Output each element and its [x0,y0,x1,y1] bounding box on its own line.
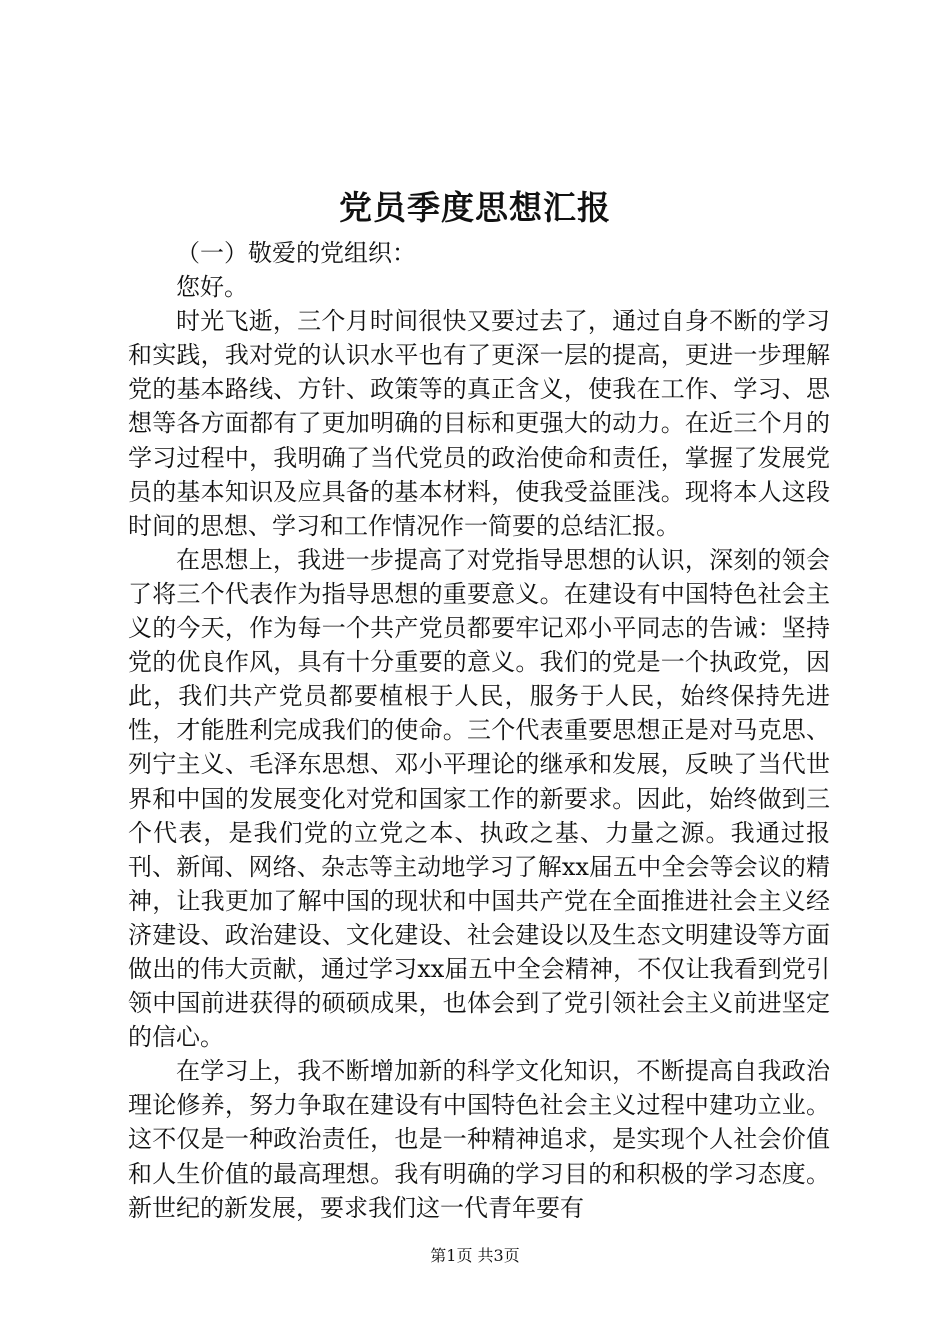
body-paragraph-thought: 在思想上，我进一步提高了对党指导思想的认识，深刻的领会了将三个代表作为指导思想的重要意义。在建设有中国特色社会主义的今天，作为每一个共产党员都要牢记邓小平同志的告诫：坚持党的优良作风，具有十分重要的意义。我们的党是一个执政党，因此，我们共产党员都要植根于人民，服务于人民，始终保持先进性，才能胜利完成我们的使命。三个代表重要思想正是对马克思、列宁主义、毛泽东思想、邓小平理论的继承和发展，反映了当代世界和中国的发展变化对党和国家工作的新要求。因此，始终做到三个代表，是我们党的立党之本、执政之基、力量之源。我通过报刊、新闻、网络、杂志等主动地学习了解xx届五中全会等会议的精神，让我更加了解中国的现状和中国共产党在全面推进社会主义经济建设、政治建设、文化建设、社会建设以及生态文明建设等方面做出的伟大贡献，通过学习xx届五中全会精神，不仅让我看到党引领中国前进获得的硕硕成果，也体会到了党引领社会主义前进坚定的信心。 [128,545,830,1052]
document-body [128,236,830,1225]
document-title: 党员季度思想汇报 [339,188,611,227]
salutation: （一）敬爱的党组织： [176,239,416,267]
page-footer: 第1页 共3页 [430,1246,520,1265]
body-paragraph-study: 在学习上，我不断增加新的科学文化知识，不断提高自我政治理论修养，努力争取在建设有中国特色社会主义过程中建功立业。这不仅是一种政治责任，也是一种精神追求，是实现个人社会价值和人生价值的最高理想。我有明确的学习目的和积极的学习态度。新世纪的新发展，要求我们这一代青年要有 [128,1057,830,1222]
body-paragraph-intro: 时光飞逝，三个月时间很快又要过去了，通过自身不断的学习和实践，我对党的认识水平也有了更深一层的提高，更进一步理解党的基本路线、方针、政策等的真正含义，使我在工作、学习、思想等各方面都有了更加明确的目标和更强大的动力。在近三个月的学习过程中，我明确了当代党员的政治使命和责任，掌握了发展党员的基本知识及应具备的基本材料，使我受益匪浅。现将本人这段时间的思想、学习和工作情况作一简要的总结汇报。 [128,307,830,540]
greeting: 您好。 [176,273,248,302]
